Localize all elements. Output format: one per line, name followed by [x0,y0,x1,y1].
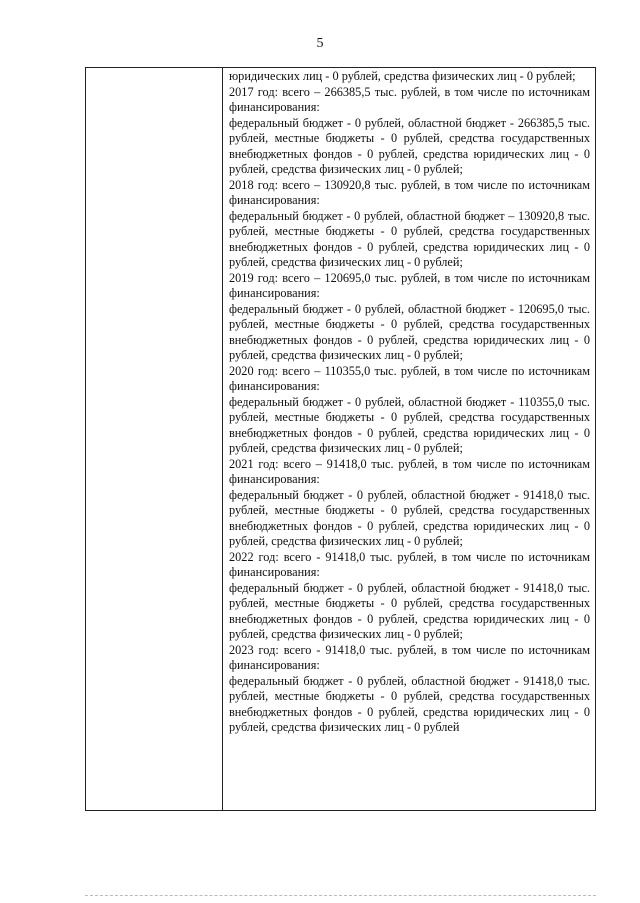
paragraph-2017-sources: федеральный бюджет - 0 рублей, областной бюджет - 266385,5 тыс. рублей, местные бюджеты - 0 рублей, средства государственных внебюджетных фондов - 0 рублей, средства юридических лиц - 0 рублей, средства физических лиц - 0 рублей; [229,115,590,176]
table-right-column [224,68,595,810]
page-number: 5 [316,36,324,51]
paragraph-2022-total: 2022 год: всего - 91418,0 тыс. рублей, в том числе по источникам финансирования: [229,549,590,579]
paragraph-2017-total: 2017 год: всего – 266385,5 тыс. рублей, в том числе по источникам финансирования: [229,84,590,114]
paragraph-2020-sources: федеральный бюджет - 0 рублей, областной бюджет - 110355,0 тыс. рублей, местные бюджеты - 0 рублей, средства государственных внебюджетных фондов - 0 рублей, средства юридических лиц - 0 рублей, средства физических лиц - 0 рублей; [229,394,590,455]
table-left-column [86,68,223,810]
paragraph-2023-sources: федеральный бюджет - 0 рублей, областной бюджет - 91418,0 тыс. рублей, местные бюджеты - 0 рублей, средства государственных внебюджетных фондов - 0 рублей, средства юридических лиц - 0 рублей, средства физических лиц - 0 рублей [229,673,590,734]
paragraph-2021-sources: федеральный бюджет - 0 рублей, областной бюджет - 91418,0 тыс. рублей, местные бюджеты - 0 рублей, средства государственных внебюджетных фондов - 0 рублей, средства юридических лиц - 0 рублей, средства физических лиц - 0 рублей; [229,487,590,548]
paragraph-2023-total: 2023 год: всего - 91418,0 тыс. рублей, в том числе по источникам финансирования: [229,642,590,672]
paragraph-2020-total: 2020 год: всего – 110355,0 тыс. рублей, в том числе по источникам финансирования: [229,363,590,393]
paragraph-2018-sources: федеральный бюджет - 0 рублей, областной бюджет – 130920,8 тыс. рублей, местные бюджеты - 0 рублей, средства государственных внебюджетных фондов - 0 рублей, средства юридических лиц - 0 рублей, средства физических лиц - 0 рублей; [229,208,590,269]
paragraph-2019-total: 2019 год: всего – 120695,0 тыс. рублей, в том числе по источникам финансирования: [229,270,590,300]
page-bottom-rule [85,895,596,896]
paragraph-legal-entities-cont: юридических лиц - 0 рублей, средства физических лиц - 0 рублей; [229,69,576,83]
paragraph-2022-sources: федеральный бюджет - 0 рублей, областной бюджет - 91418,0 тыс. рублей, местные бюджеты - 0 рублей, средства государственных внебюджетных фондов - 0 рублей, средства юридических лиц - 0 рублей, средства физических лиц - 0 рублей; [229,580,590,641]
paragraph-2018-total: 2018 год: всего – 130920,8 тыс. рублей, в том числе по источникам финансирования: [229,177,590,207]
financing-table [85,67,596,811]
paragraph-2019-sources: федеральный бюджет - 0 рублей, областной бюджет - 120695,0 тыс. рублей, местные бюджеты - 0 рублей, средства государственных внебюджетных фондов - 0 рублей, средства юридических лиц - 0 рублей, средства физических лиц - 0 рублей; [229,301,590,362]
paragraph-2021-total: 2021 год: всего – 91418,0 тыс. рублей, в том числе по источникам финансирования: [229,456,590,486]
